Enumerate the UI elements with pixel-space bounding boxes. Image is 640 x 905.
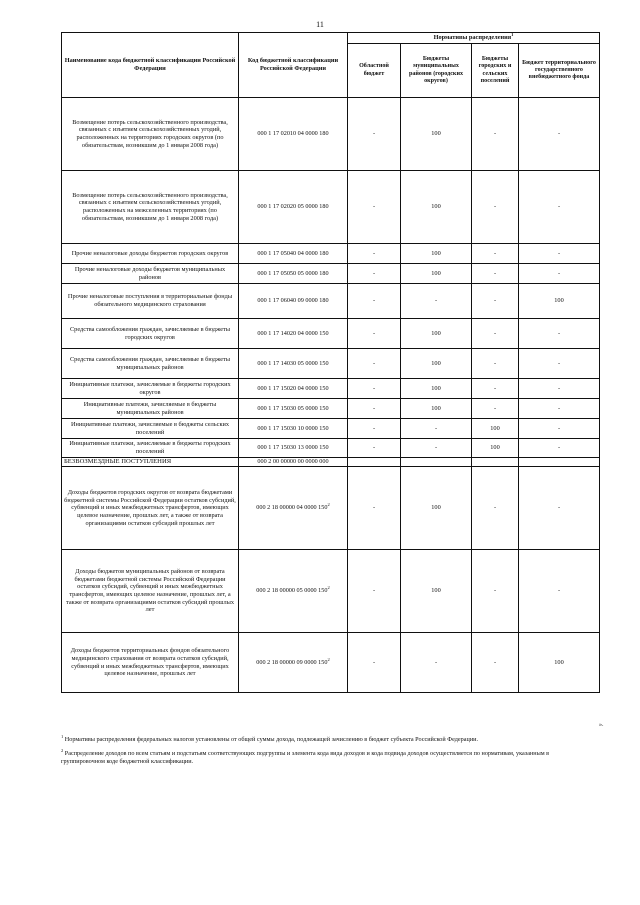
municipal-value: 100 [401, 171, 472, 244]
regional-value: - [348, 349, 401, 379]
row-code [239, 319, 348, 349]
table-row [62, 171, 600, 244]
row-code [239, 264, 348, 284]
table-row [62, 244, 600, 264]
regional-value: - [348, 264, 401, 284]
settlement-value: - [472, 98, 519, 171]
row-name: Инициативные платежи, зачисляемые в бюджеты сельских поселений [62, 419, 239, 439]
table-row [62, 467, 600, 550]
settlement-value: - [472, 171, 519, 244]
row-code-text: 000 2 18 00000 09 0000 150 [256, 658, 328, 666]
fund-value: 100 [519, 633, 600, 693]
empty-cell [401, 458, 472, 467]
settlement-value: - [472, 379, 519, 399]
row-name: Доходы бюджетов территориальных фондов обязательного медицинского страхования от возврата остатков субсидий, субвенций и иных межбюджетных трансфертов, имеющих целевое назначение, прошлых лет [62, 633, 239, 693]
municipal-value: 100 [401, 399, 472, 419]
fund-value: - [519, 319, 600, 349]
header-settlement-budgets: Бюджеты городских и сельских поселений [472, 44, 519, 98]
regional-value: - [348, 171, 401, 244]
row-code-footnote: 2 [327, 656, 330, 662]
fund-value: - [519, 379, 600, 399]
municipal-value: 100 [401, 550, 472, 633]
row-code-text: 000 1 17 14030 05 0000 150 [257, 359, 329, 367]
row-code [239, 379, 348, 399]
fund-value: 100 [519, 284, 600, 319]
section-name: БЕЗВОЗМЕЗДНЫЕ ПОСТУПЛЕНИЯ [62, 458, 239, 467]
row-code [239, 244, 348, 264]
table-row [62, 319, 600, 349]
footnote-text: Нормативы распределения федеральных налогов установлены от общей суммы дохода, подлежащей зачислению в бюджет субъекта Российской Федерации. [63, 736, 478, 743]
header-regional-budget: Областной бюджет [348, 44, 401, 98]
row-code [239, 550, 348, 633]
municipal-value: 100 [401, 264, 472, 284]
row-name: Инициативные платежи, зачисляемые в бюджеты городских округов [62, 379, 239, 399]
header-fund-budget: Бюджет территориального государственного внебюджетного фонда [519, 44, 600, 98]
row-code [239, 399, 348, 419]
regional-value: - [348, 633, 401, 693]
row-code-text: 000 1 17 14020 04 0000 150 [257, 329, 329, 337]
row-code [239, 349, 348, 379]
municipal-value: 100 [401, 244, 472, 264]
empty-cell [519, 458, 600, 467]
table-row [62, 633, 600, 693]
footnotes [61, 733, 591, 773]
footnote-2 [61, 750, 591, 766]
settlement-value: - [472, 633, 519, 693]
fund-value: - [519, 419, 600, 439]
row-code [239, 633, 348, 693]
row-name: Инициативные платежи, зачисляемые в бюджеты муниципальных районов [62, 399, 239, 419]
regional-value: - [348, 284, 401, 319]
row-name: Доходы бюджетов муниципальных районов от возврата бюджетами бюджетной системы Российской Федерации остатков субсидий, субвенций и иных межбюджетных трансфертов, имеющих целевое назначение, прошлых лет, а также от возврата организациями остатков субсидий прошлых лет [62, 550, 239, 633]
header-distribution-group [348, 33, 600, 44]
table-body [62, 98, 600, 693]
municipal-value: - [401, 439, 472, 458]
header-name-column: Наименование кода бюджетной классификации Российской Федерации [62, 33, 239, 98]
row-code-text: 000 2 18 00000 04 0000 150 [256, 504, 328, 512]
table-row [62, 98, 600, 171]
budget-classification-table [61, 32, 600, 693]
table-row [62, 399, 600, 419]
row-code-footnote: 2 [327, 585, 330, 591]
fund-value: - [519, 399, 600, 419]
municipal-value: 100 [401, 379, 472, 399]
table-row [62, 264, 600, 284]
footnote-text: Распределение доходов по всем статьям и подстатьям соответствующих подгруппы и элемента кода вида доходов и кода подвида доходов осуществляется по нормативам, указанным в группировочном коде бюджетной классификации. [61, 750, 550, 766]
closing-quote-mark: ». [599, 722, 604, 728]
empty-cell [472, 458, 519, 467]
header-distribution-title: Нормативы распределения [433, 34, 512, 42]
fund-value: - [519, 550, 600, 633]
settlement-value: - [472, 550, 519, 633]
table-row [62, 284, 600, 319]
table-row [62, 439, 600, 458]
section-row [62, 458, 600, 467]
row-code-text: 000 1 17 15030 05 0000 150 [257, 404, 329, 412]
footnote-number: 2 [61, 748, 64, 754]
table-row [62, 349, 600, 379]
row-code [239, 439, 348, 458]
row-name: Возмещение потерь сельскохозяйственного производства, связанных с изъятием сельскохозяйственных угодий, расположенных на межселенных территориях (по обязательствам, возникшим до 1 января 2008 года) [62, 171, 239, 244]
fund-value: - [519, 264, 600, 284]
fund-value: - [519, 439, 600, 458]
settlement-value: - [472, 349, 519, 379]
row-code-text: 000 1 17 05040 04 0000 180 [257, 249, 329, 257]
table-row [62, 550, 600, 633]
settlement-value: - [472, 284, 519, 319]
settlement-value: - [472, 319, 519, 349]
row-code-text: 000 1 17 15020 04 0000 150 [257, 384, 329, 392]
settlement-value: 100 [472, 439, 519, 458]
fund-value: - [519, 467, 600, 550]
row-code-text: 000 2 18 00000 05 0000 150 [256, 587, 328, 595]
row-name: Прочие неналоговые доходы бюджетов муниципальных районов [62, 264, 239, 284]
regional-value: - [348, 439, 401, 458]
row-code [239, 98, 348, 171]
fund-value: - [519, 349, 600, 379]
row-name: Средства самообложения граждан, зачисляемые в бюджеты муниципальных районов [62, 349, 239, 379]
regional-value: - [348, 244, 401, 264]
fund-value: - [519, 171, 600, 244]
row-code [239, 284, 348, 319]
municipal-value: 100 [401, 467, 472, 550]
regional-value: - [348, 467, 401, 550]
municipal-value: - [401, 284, 472, 319]
section-code: 000 2 00 00000 00 0000 000 [239, 458, 348, 467]
municipal-value: 100 [401, 98, 472, 171]
settlement-value: - [472, 264, 519, 284]
table-row [62, 379, 600, 399]
settlement-value: - [472, 244, 519, 264]
regional-value: - [348, 319, 401, 349]
row-code-text: 000 1 17 02020 05 0000 180 [257, 203, 329, 211]
row-code-text: 000 1 17 15030 13 0000 150 [257, 444, 329, 452]
empty-cell [348, 458, 401, 467]
row-name: Доходы бюджетов городских округов от возврата бюджетами бюджетной системы Российской Федерации остатков субсидий, субвенций и иных межбюджетных трансфертов, имеющих целевое назначение, прошлых лет, а также от возврата организациями остатков субсидий прошлых лет [62, 467, 239, 550]
municipal-value: 100 [401, 319, 472, 349]
page-number: 11 [316, 20, 324, 29]
footnote-number: 1 [61, 733, 64, 739]
municipal-value: 100 [401, 349, 472, 379]
regional-value: - [348, 399, 401, 419]
row-code [239, 171, 348, 244]
table-row [62, 419, 600, 439]
row-code-text: 000 1 17 02010 04 0000 180 [257, 130, 329, 138]
regional-value: - [348, 379, 401, 399]
regional-value: - [348, 98, 401, 171]
settlement-value: - [472, 399, 519, 419]
row-code-footnote: 2 [327, 502, 330, 508]
row-code [239, 467, 348, 550]
header-municipal-budgets: Бюджеты муниципальных районов (городских округов) [401, 44, 472, 98]
row-name: Инициативные платежи, зачисляемые в бюджеты городских поселений [62, 439, 239, 458]
row-code-text: 000 1 17 06040 09 0000 180 [257, 297, 329, 305]
row-name: Средства самообложения граждан, зачисляемые в бюджеты городских округов [62, 319, 239, 349]
fund-value: - [519, 244, 600, 264]
fund-value: - [519, 98, 600, 171]
row-name: Прочие неналоговые доходы бюджетов городских округов [62, 244, 239, 264]
row-code-text: 000 1 17 15030 10 0000 150 [257, 424, 329, 432]
header-footnote-mark: 1 [511, 32, 514, 38]
settlement-value: - [472, 467, 519, 550]
row-name: Прочие неналоговые поступления в территориальные фонды обязательного медицинского страхования [62, 284, 239, 319]
row-code [239, 419, 348, 439]
header-code-column: Код бюджетной классификации Российской Федерации [239, 33, 348, 98]
row-code-text: 000 1 17 05050 05 0000 180 [257, 269, 329, 277]
row-name: Возмещение потерь сельскохозяйственного производства, связанных с изъятием сельскохозяйственных угодий, расположенных на территориях городских округов (по обязательствам, возникшим до 1 января 2008 года) [62, 98, 239, 171]
footnote-1 [61, 733, 591, 744]
regional-value: - [348, 550, 401, 633]
settlement-value: 100 [472, 419, 519, 439]
regional-value: - [348, 419, 401, 439]
municipal-value: - [401, 633, 472, 693]
municipal-value: - [401, 419, 472, 439]
